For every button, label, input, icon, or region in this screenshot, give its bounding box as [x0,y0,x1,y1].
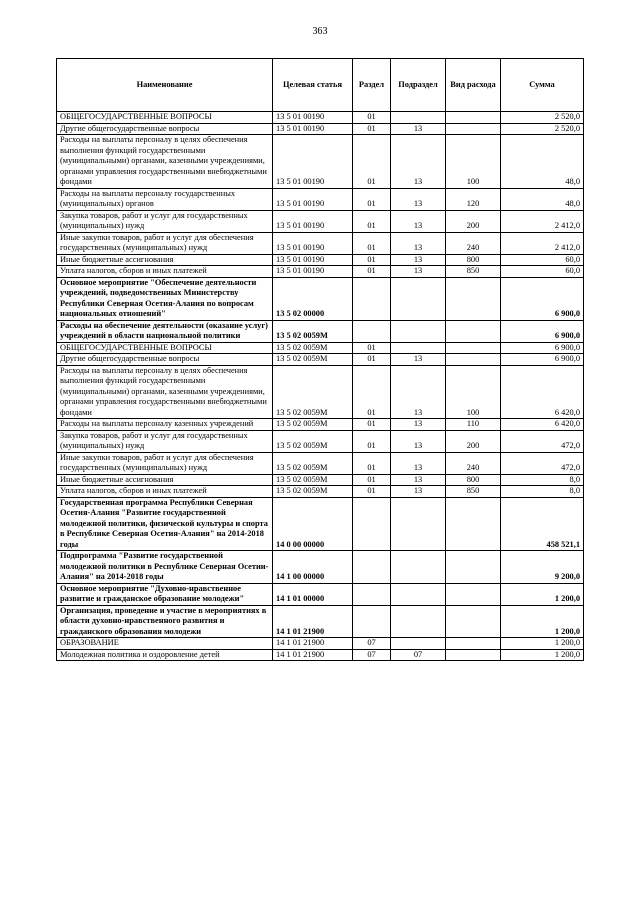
cell-section: 07 [353,638,391,650]
table-row [57,277,584,320]
cell-subsection [391,342,446,354]
cell-code: 13 5 01 00190 [273,232,353,254]
cell-type: 200 [446,210,501,232]
cell-code: 13 5 01 00190 [273,210,353,232]
cell-code: 13 5 02 0059М [273,430,353,452]
cell-sum: 2 412,0 [501,210,584,232]
cell-sum: 6 420,0 [501,365,584,419]
cell-sum: 6 900,0 [501,277,584,320]
table-row [57,123,584,135]
cell-type: 100 [446,365,501,419]
cell-subsection: 13 [391,419,446,431]
cell-subsection [391,551,446,584]
table-row [57,430,584,452]
cell-type [446,342,501,354]
cell-code: 14 0 00 00000 [273,497,353,551]
cell-name: Закупка товаров, работ и услуг для государственных (муниципальных) нужд [57,430,273,452]
cell-subsection: 13 [391,452,446,474]
cell-name: ОБЩЕГОСУДАРСТВЕННЫЕ ВОПРОСЫ [57,342,273,354]
cell-section: 01 [353,188,391,210]
cell-sum: 6 420,0 [501,419,584,431]
budget-table [56,58,584,661]
cell-subsection: 13 [391,266,446,278]
cell-sum: 8,0 [501,474,584,486]
cell-name: Расходы на обеспечение деятельности (оказание услуг) учреждений в области национальной политики [57,320,273,342]
cell-name: Иные бюджетные ассигнования [57,474,273,486]
cell-sum: 1 200,0 [501,605,584,638]
cell-section: 01 [353,342,391,354]
header-code: Целевая статья [273,59,353,112]
table-body [57,112,584,661]
cell-code: 14 1 00 00000 [273,551,353,584]
table-row [57,638,584,650]
header-section: Раздел [353,59,391,112]
cell-name: Подпрограмма "Развитие государственной молодежной политики в Республике Северная Осетии-Алания" на 2014-2018 годы [57,551,273,584]
cell-section: 01 [353,486,391,498]
cell-name: Государственная программа Республики Северная Осетия-Алания "Развитие государственной молодежной политики, физической культуры и спорта в Республике Северная Осетия-Алания" на 2014-2018 годы [57,497,273,551]
cell-name: Расходы на выплаты персоналу казенных учреждений [57,419,273,431]
cell-section: 01 [353,112,391,124]
cell-type: 200 [446,430,501,452]
cell-subsection: 13 [391,254,446,266]
cell-subsection: 13 [391,135,446,189]
table-row [57,365,584,419]
cell-sum: 1 200,0 [501,649,584,661]
table-row [57,354,584,366]
cell-section: 01 [353,232,391,254]
cell-subsection: 13 [391,232,446,254]
cell-type [446,112,501,124]
cell-section [353,551,391,584]
cell-subsection [391,112,446,124]
cell-subsection: 13 [391,123,446,135]
page-number: 363 [312,26,328,37]
table-row [57,112,584,124]
cell-section: 01 [353,254,391,266]
table-row [57,486,584,498]
table-row [57,605,584,638]
table-row [57,649,584,661]
cell-type [446,277,501,320]
cell-code: 13 5 02 0059М [273,419,353,431]
cell-code: 13 5 02 0059М [273,342,353,354]
cell-type [446,638,501,650]
cell-code: 14 1 01 21900 [273,605,353,638]
cell-type: 850 [446,266,501,278]
cell-subsection [391,638,446,650]
table-header-row [57,59,584,112]
cell-type: 850 [446,486,501,498]
cell-subsection: 07 [391,649,446,661]
cell-section: 01 [353,354,391,366]
cell-code: 14 1 01 21900 [273,638,353,650]
cell-code: 14 1 01 00000 [273,583,353,605]
cell-subsection: 13 [391,365,446,419]
cell-subsection: 13 [391,430,446,452]
cell-name: Уплата налогов, сборов и иных платежей [57,486,273,498]
table-row [57,583,584,605]
cell-type: 800 [446,474,501,486]
cell-code: 14 1 01 21900 [273,649,353,661]
cell-name: Иные бюджетные ассигнования [57,254,273,266]
cell-section: 01 [353,266,391,278]
cell-sum: 2 520,0 [501,123,584,135]
cell-subsection: 13 [391,474,446,486]
header-type: Вид расхода [446,59,501,112]
cell-section: 07 [353,649,391,661]
cell-sum: 8,0 [501,486,584,498]
table-row [57,551,584,584]
cell-sum: 6 900,0 [501,320,584,342]
cell-code: 13 5 02 0059М [273,365,353,419]
cell-sum: 458 521,1 [501,497,584,551]
cell-sum: 48,0 [501,135,584,189]
cell-type [446,551,501,584]
cell-type [446,583,501,605]
cell-sum: 2 412,0 [501,232,584,254]
cell-subsection [391,605,446,638]
cell-type [446,354,501,366]
cell-name: Расходы на выплаты персоналу в целях обеспечения выполнения функций государственными (муниципальными) органами, казенными учреждениями, органами управления государственными внебюджетными фондами [57,135,273,189]
cell-section: 01 [353,430,391,452]
cell-name: Другие общегосударственные вопросы [57,123,273,135]
cell-type: 120 [446,188,501,210]
header-subsection: Подраздел [391,59,446,112]
cell-subsection [391,277,446,320]
cell-name: Организация, проведение и участие в мероприятиях в области духовно-нравственного развития и гражданского образования молодежи [57,605,273,638]
cell-sum: 9 200,0 [501,551,584,584]
cell-code: 13 5 01 00190 [273,266,353,278]
table-row [57,188,584,210]
cell-name: Молодежная политика и оздоровление детей [57,649,273,661]
cell-section: 01 [353,419,391,431]
cell-name: Основное мероприятие "Обеспечение деятельности учреждений, подведомственных Министерству Республики Северная Осетия-Алания по вопросам национальных отношений" [57,277,273,320]
table-row [57,452,584,474]
cell-section: 01 [353,452,391,474]
cell-section [353,583,391,605]
cell-section [353,605,391,638]
cell-sum: 1 200,0 [501,638,584,650]
cell-code: 13 5 02 0059М [273,320,353,342]
header-name: Наименование [57,59,273,112]
table-row [57,474,584,486]
cell-section: 01 [353,135,391,189]
cell-subsection: 13 [391,486,446,498]
cell-section: 01 [353,123,391,135]
cell-sum: 1 200,0 [501,583,584,605]
cell-code: 13 5 01 00190 [273,254,353,266]
cell-name: Другие общегосударственные вопросы [57,354,273,366]
table-row [57,419,584,431]
cell-name: Расходы на выплаты персоналу в целях обеспечения выполнения функций государственными (муниципальными) органами, казенными учреждениями, органами управления государственными внебюджетными фондами [57,365,273,419]
cell-name: ОБРАЗОВАНИЕ [57,638,273,650]
cell-type [446,123,501,135]
cell-name: Основное мероприятие "Духовно-нравственное развитие и гражданское образование молодежи" [57,583,273,605]
cell-subsection: 13 [391,188,446,210]
cell-type: 240 [446,452,501,474]
cell-code: 13 5 02 00000 [273,277,353,320]
cell-code: 13 5 02 0059М [273,486,353,498]
cell-code: 13 5 02 0059М [273,474,353,486]
cell-name: ОБЩЕГОСУДАРСТВЕННЫЕ ВОПРОСЫ [57,112,273,124]
cell-sum: 6 900,0 [501,342,584,354]
cell-code: 13 5 01 00190 [273,123,353,135]
table-row [57,342,584,354]
cell-section [353,277,391,320]
cell-type [446,497,501,551]
table-row [57,254,584,266]
cell-type [446,649,501,661]
cell-type [446,320,501,342]
cell-sum: 472,0 [501,430,584,452]
cell-code: 13 5 01 00190 [273,112,353,124]
cell-type: 110 [446,419,501,431]
cell-subsection: 13 [391,354,446,366]
cell-sum: 472,0 [501,452,584,474]
cell-subsection: 13 [391,210,446,232]
cell-type [446,605,501,638]
cell-code: 13 5 01 00190 [273,135,353,189]
cell-sum: 2 520,0 [501,112,584,124]
table-row [57,497,584,551]
cell-sum: 60,0 [501,254,584,266]
cell-name: Уплата налогов, сборов и иных платежей [57,266,273,278]
cell-code: 13 5 02 0059М [273,452,353,474]
cell-subsection [391,497,446,551]
cell-subsection [391,320,446,342]
cell-section: 01 [353,365,391,419]
cell-code: 13 5 01 00190 [273,188,353,210]
cell-sum: 6 900,0 [501,354,584,366]
table-row [57,135,584,189]
cell-sum: 48,0 [501,188,584,210]
cell-subsection [391,583,446,605]
table-row [57,210,584,232]
table-row [57,320,584,342]
cell-sum: 60,0 [501,266,584,278]
cell-section: 01 [353,474,391,486]
cell-section [353,320,391,342]
cell-code: 13 5 02 0059М [273,354,353,366]
cell-name: Иные закупки товаров, работ и услуг для обеспечения государственных (муниципальных) нужд [57,452,273,474]
cell-section: 01 [353,210,391,232]
cell-name: Закупка товаров, работ и услуг для государственных (муниципальных) нужд [57,210,273,232]
cell-section [353,497,391,551]
cell-type: 100 [446,135,501,189]
cell-name: Расходы на выплаты персоналу государственных (муниципальных) органов [57,188,273,210]
cell-type: 240 [446,232,501,254]
cell-name: Иные закупки товаров, работ и услуг для обеспечения государственных (муниципальных) нужд [57,232,273,254]
table-row [57,232,584,254]
header-sum: Сумма [501,59,584,112]
cell-type: 800 [446,254,501,266]
table-row [57,266,584,278]
